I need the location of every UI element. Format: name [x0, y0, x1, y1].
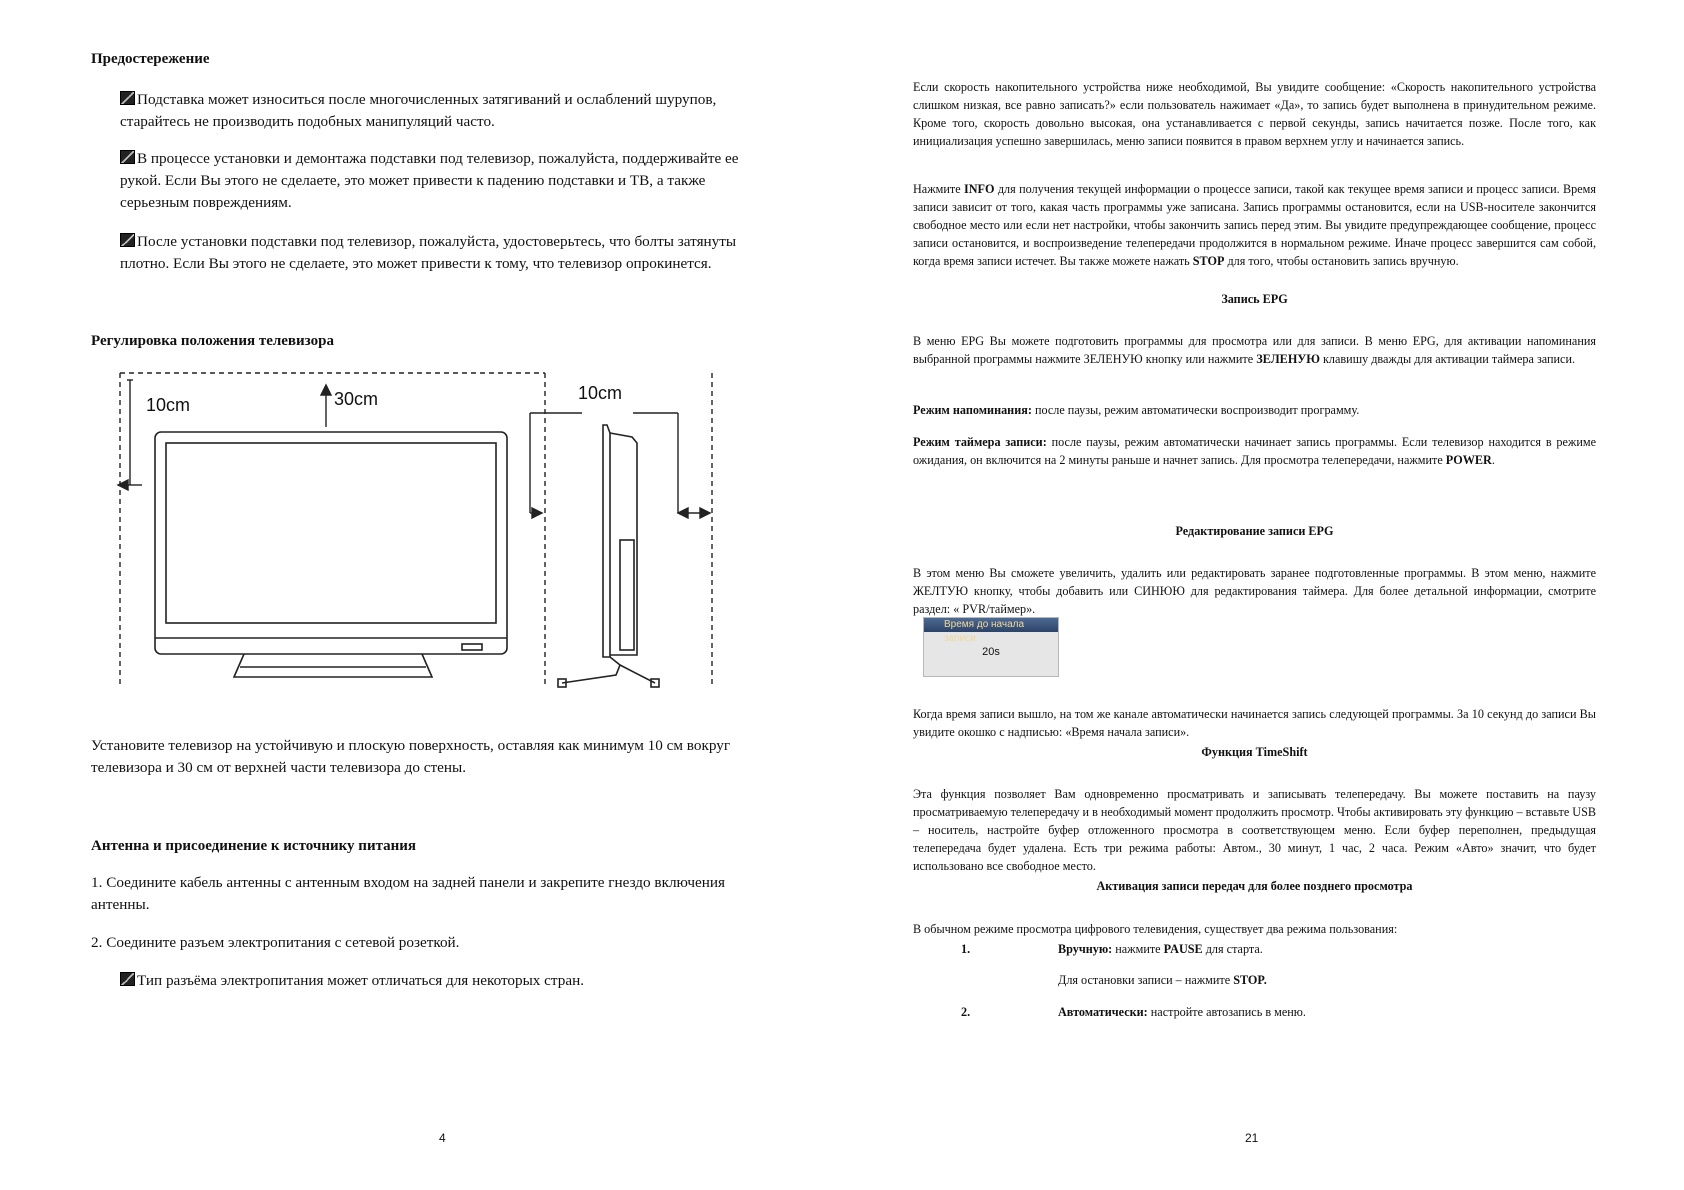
step-2: 2. Соедините разъем электропитания с сетевой розеткой.: [91, 934, 460, 951]
paragraph-info: Нажмите INFO для получения текущей информации о процессе записи, такой как текущее время записи и процесс записи. Время записи зависит от того, какая часть программы уже записана. Запись программы остановится, если на USB-носителе закончится свободное место или если нет настройки, чтобы закончить запись перед этим. Вы увидите предупреждающее сообщение, процесс записи остановится, и воспроизведение телепередачи продолжится в нормальном режиме. Иначе процесс завершится сам собой, когда время записи истечет. Вы также можете нажать STOP для того, чтобы остановить запись вручную.: [913, 182, 1596, 269]
tv-side: [558, 425, 659, 687]
power-note: Тип разъёма электропитания может отличаться для некоторых стран.: [120, 970, 830, 992]
paragraph-next-record: Когда время записи вышло, на том же канале автоматически начинается запись следующей программы. За 10 секунд до записи Вы увидите окошко с надписью: «Время начала записи».: [913, 707, 1596, 740]
caution-title: Предостережение: [91, 51, 210, 67]
caution-item-1: Подставка может износиться после многочисленных затягиваний и ослаблений шурупов, старайтесь не производить подобных манипуляций часто.: [120, 91, 717, 130]
list-item-1-stop: Для остановки записи – нажмите STOP.: [1058, 973, 1267, 987]
popup-value: 20s: [982, 646, 1000, 658]
paragraph-reminder: Режим напоминания: после паузы, режим автоматически воспроизводит программу.: [913, 403, 1360, 418]
epg-title: Запись EPG: [1221, 292, 1288, 306]
warning-icon: [120, 972, 135, 986]
label-10cm-side: 10cm: [578, 383, 623, 403]
warning-icon: [120, 233, 135, 247]
paragraph-modes: В обычном режиме просмотра цифрового телевидения, существует два режима пользования:: [913, 922, 1398, 937]
label-10cm-left: 10cm: [146, 395, 191, 415]
install-text: Установите телевизор на устойчивую и плоскую поверхность, оставляя как минимум 10 см вокруг телевизора и 30 см от верхней части телевизора до стены.: [91, 737, 731, 776]
paragraph-timer: Режим таймера записи: после паузы, режим автоматически начинает запись программы. Если телевизор находится в режиме ожидания, он включится на 2 минуты раньше и начнет запись. Для просмотра телепередачи, нажмите POWER.: [913, 435, 1596, 468]
list-item-2-number: 2.: [961, 1005, 971, 1019]
popup-title: Время до начала записи: [924, 618, 1058, 632]
list-item-1: Вручную: нажмите PAUSE для старта.: [1058, 942, 1263, 956]
list-item-1-number: 1.: [961, 942, 971, 956]
position-title: Регулировка положения телевизора: [91, 333, 334, 349]
caution-item-3: После установки подставки под телевизор, пожалуйста, удостоверьтесь, что болты затянуты плотно. Если Вы этого не сделаете, это может привести к тому, что телевизор опрокинется.: [120, 233, 737, 272]
timeshift-title: Функция TimeShift: [1201, 745, 1308, 759]
tv-clearance-diagram: [110, 365, 720, 695]
warning-icon: [120, 91, 135, 105]
list-item-2: Автоматически: настройте автозапись в меню.: [1058, 1005, 1306, 1019]
activation-title: Активация записи передач для более позднего просмотра: [1096, 879, 1413, 893]
record-countdown-popup: [923, 617, 1059, 677]
edit-title: Редактирование записи EPG: [1175, 524, 1334, 538]
warning-icon: [120, 150, 135, 164]
paragraph-storage-speed: Если скорость накопительного устройства ниже необходимой, Вы увидите сообщение: «Скорость накопительного устройства слишком низкая, все равно записать?» если пользователь нажимает «Да», то запись будет выполнена в принудительном режиме. Кроме того, скорость довольно высокая, она устанавливается с первой секунды, запись начитается позже. После того, как инициализация успешно завершилась, меню записи появится в правом верхнем углу и начинается запись.: [913, 80, 1596, 149]
antenna-title: Антенна и присоединение к источнику питания: [91, 838, 417, 854]
page-number-right: 21: [1245, 1131, 1259, 1145]
step-1: 1. Соедините кабель антенны с антенным входом на задней панели и закрепите гнездо включения антенны.: [91, 874, 725, 913]
paragraph-edit: В этом меню Вы сможете увеличить, удалить или редактировать заранее подготовленные программы. В этом меню, нажмите ЖЕЛТУЮ кнопку, чтобы добавить или СИНЮЮ для редактирования таймера. Для более детальной информации, смотрите раздел: « PVR/таймер».: [913, 566, 1596, 617]
tv-front: [155, 432, 507, 677]
page-number-left: 4: [439, 1131, 446, 1145]
paragraph-epg: В меню EPG Вы можете подготовить программы для просмотра или для записи. В меню EPG, для активации напоминания выбранной программы нажмите ЗЕЛЕНУЮ кнопку или нажмите ЗЕЛЕНУЮ клавишу дважды для активации таймера записи.: [913, 334, 1596, 367]
paragraph-timeshift: Эта функция позволяет Вам одновременно просматривать и записывать телепередачу. Вы можете поставить на паузу просматриваемую телепередачу и в необходимый момент продолжить просмотр. Чтобы активировать эту функцию – вставьте USB – носитель, настройте буфер отложенного просмотра в соответствующем меню. Если буфер переполнен, предыдущая телепередача будет удалена. Есть три режима работы: Автом., 30 минут, 1 час, 2 часа. Режим «Авто» значит, что будет использовано все свободное место.: [913, 787, 1597, 874]
label-30cm-top: 30cm: [334, 389, 379, 409]
caution-item-2: В процессе установки и демонтажа подставки под телевизор, пожалуйста, поддерживайте ее рукой. Если Вы этого не сделаете, это может привести к падению подставки и ТВ, а также серьезным повреждениям.: [120, 150, 739, 211]
